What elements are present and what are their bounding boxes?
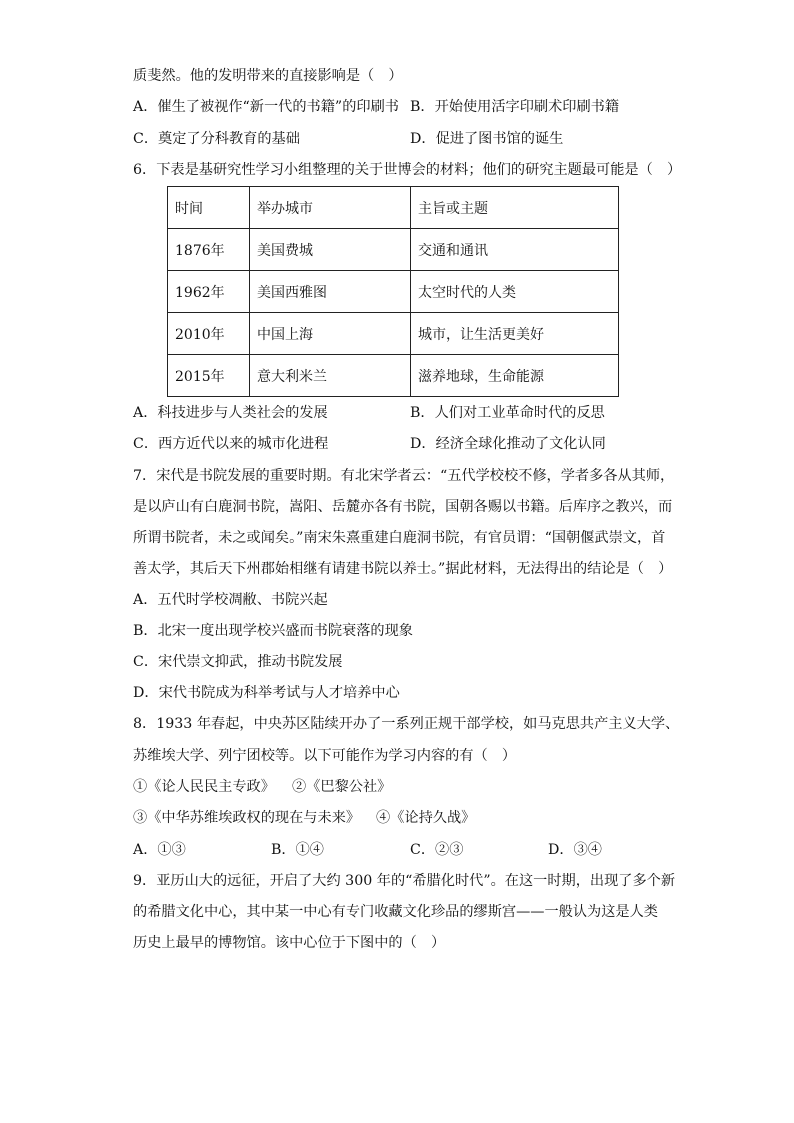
q7-option-a: A．五代时学校凋敝、书院兴起	[133, 592, 328, 608]
q6-stem: 6．下表是基研究性学习小组整理的关于世博会的材料；他们的研究主题最可能是（ ）	[133, 162, 682, 178]
q7-stem-line: 7．宋代是书院发展的重要时期。有北宋学者云：“五代学校校不修，学者多各从其师，	[133, 468, 675, 484]
table-cell: 中国上海	[250, 313, 411, 355]
table-cell: 滋养地球，生命能源	[411, 355, 619, 397]
q8-item-3: ③《中华苏维埃政权的现在与未来》	[133, 810, 361, 826]
q6-option-a: A．科技进步与人类社会的发展	[133, 405, 328, 421]
q7-stem-line: 是以庐山有白鹿洞书院，嵩阳、岳麓亦各有书院，国朝各赐以书籍。后库序之教兴，而	[133, 499, 673, 515]
q8-stem-line: 苏维埃大学、列宁团校等。以下可能作为学习内容的有（ ）	[133, 748, 517, 764]
table-row	[168, 355, 619, 397]
q5-option-d: D．促进了图书馆的诞生	[410, 131, 564, 147]
table-row	[168, 271, 619, 313]
q9-stem-line: 的希腊文化中心，其中某一中心有专门收藏文化珍品的缪斯宫——一般认为这是人类	[133, 904, 658, 920]
table-header-cell: 主旨或主题	[411, 187, 619, 229]
table-header-cell: 时间	[168, 187, 250, 229]
table-cell: 美国费城	[250, 229, 411, 271]
q8-option-c: C．②③	[410, 842, 464, 858]
q6-option-b: B．人们对工业革命时代的反思	[410, 405, 605, 421]
table-cell: 交通和通讯	[411, 229, 619, 271]
table-row	[168, 229, 619, 271]
q6-option-d: D．经济全球化推动了文化认同	[410, 436, 606, 452]
table-cell: 2010年	[168, 313, 250, 355]
q8-option-d: D．③④	[548, 842, 602, 858]
q5-stem-tail: 质斐然。他的发明带来的直接影响是（ ）	[133, 68, 403, 84]
q6-option-c: C．西方近代以来的城市化进程	[133, 436, 329, 452]
q8-option-a: A．①③	[133, 842, 186, 858]
table-cell: 1876年	[168, 229, 250, 271]
q7-option-c: C．宋代崇文抑武，推动书院发展	[133, 654, 343, 670]
q5-option-a: A．催生了被视作“新一代的书籍”的印刷书	[133, 99, 399, 115]
table-cell: 美国西雅图	[250, 271, 411, 313]
table-cell: 太空时代的人类	[411, 271, 619, 313]
q8-stem-line: 8．1933 年春起，中央苏区陆续开办了一系列正规干部学校，如马克思共产主义大学、	[133, 716, 680, 732]
table-row	[168, 313, 619, 355]
q7-stem-line: 所谓书院者，未之或闻矣。”南宋朱熹重建白鹿洞书院，有官员谓：“国朝偃武崇文，首	[133, 530, 666, 546]
q5-option-c: C．奠定了分科教育的基础	[133, 131, 300, 147]
table-cell: 城市，让生活更美好	[411, 313, 619, 355]
table-header-row	[168, 187, 619, 229]
q9-stem-line: 历史上最早的博物馆。该中心位于下图中的（ ）	[133, 935, 446, 951]
expo-table	[167, 186, 619, 397]
q7-option-d: D．宋代书院成为科举考试与人才培养中心	[133, 685, 400, 701]
q8-item-1: ①《论人民民主专政》	[133, 779, 275, 795]
table-header-cell: 举办城市	[250, 187, 411, 229]
q7-stem-line: 善太学，其后天下州郡始相继有请建书院以养士。”据此材料，无法得出的结论是（ ）	[133, 561, 673, 577]
table-cell: 2015年	[168, 355, 250, 397]
q7-option-b: B．北宋一度出现学校兴盛而书院衰落的现象	[133, 623, 413, 639]
q5-option-b: B．开始使用活字印刷术印刷书籍	[410, 99, 620, 115]
table-cell: 1962年	[168, 271, 250, 313]
q8-option-b: B．①④	[271, 842, 324, 858]
q8-item-2: ②《巴黎公社》	[292, 779, 392, 795]
q9-stem-line: 9．亚历山大的远征，开启了大约 300 年的“希腊化时代”。在这一时期，出现了多个新	[133, 873, 676, 889]
q8-item-4: ④《论持久战》	[376, 810, 476, 826]
table-cell: 意大利米兰	[250, 355, 411, 397]
